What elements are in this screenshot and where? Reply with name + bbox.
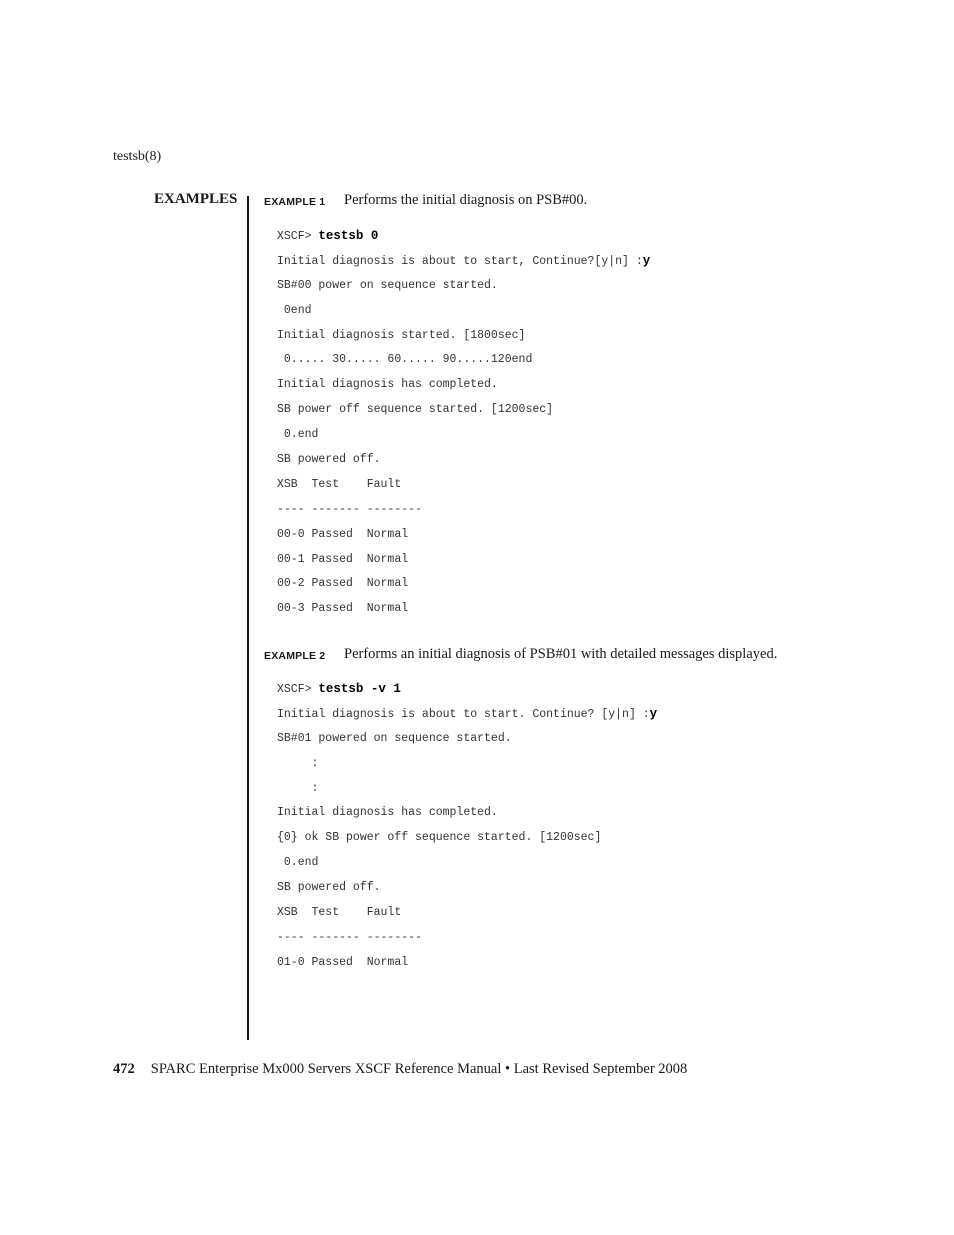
code-line xyxy=(277,951,657,976)
code-line xyxy=(277,777,657,802)
code-line xyxy=(277,249,650,274)
code-text: 00-3 Passed Normal xyxy=(277,602,409,616)
code-text: ---- ------- -------- xyxy=(277,930,422,944)
code-text: Initial diagnosis has completed. xyxy=(277,806,498,820)
code-text: 0..... 30..... 60..... 90.....120end xyxy=(277,353,533,367)
code-line xyxy=(277,348,650,373)
code-text: SB powered off. xyxy=(277,881,381,895)
code-line xyxy=(277,597,650,622)
code-text: XSB Test Fault xyxy=(277,477,402,491)
code-line xyxy=(277,926,657,951)
code-line xyxy=(277,752,657,777)
code-text: 0end xyxy=(277,303,312,317)
code-text: Initial diagnosis started. [1800sec] xyxy=(277,328,526,342)
code-line xyxy=(277,851,657,876)
code-line xyxy=(277,702,657,727)
code-line xyxy=(277,324,650,349)
footer-text: SPARC Enterprise Mx000 Servers XSCF Reference Manual • Last Revised September 2008 xyxy=(150,1061,688,1077)
code-line xyxy=(277,448,650,473)
code-line xyxy=(277,677,657,702)
code-line xyxy=(277,523,650,548)
code-text: XSB Test Fault xyxy=(277,906,402,920)
code-line xyxy=(277,826,657,851)
page-number: 472 xyxy=(113,1061,135,1077)
example-2-label: EXAMPLE 2 xyxy=(264,650,326,662)
code-text: {0} ok SB power off sequence started. [1200sec] xyxy=(277,831,602,845)
section-heading: EXAMPLES xyxy=(154,191,238,207)
code-text: XSCF> xyxy=(277,683,319,696)
code-text: SB powered off. xyxy=(277,453,381,467)
code-text: 00-0 Passed Normal xyxy=(277,527,409,541)
code-line xyxy=(277,548,650,573)
page-footer xyxy=(113,1061,687,1078)
code-text: : xyxy=(277,756,319,770)
code-text: : xyxy=(277,781,319,795)
example-1-label: EXAMPLE 1 xyxy=(264,196,326,208)
code-line xyxy=(277,398,650,423)
code-line xyxy=(277,801,657,826)
code-text: XSCF> xyxy=(277,230,319,243)
code-line xyxy=(277,373,650,398)
example-1-code xyxy=(277,224,650,622)
code-line xyxy=(277,727,657,752)
code-user-input: y xyxy=(649,706,658,721)
code-line xyxy=(277,473,650,498)
code-text: 0.end xyxy=(277,856,319,870)
running-header: testsb(8) xyxy=(113,149,162,164)
example-2-description: Performs an initial diagnosis of PSB#01 with detailed messages displayed. xyxy=(344,646,778,662)
code-text: Initial diagnosis is about to start, Continue?[y|n] : xyxy=(277,254,643,268)
code-user-input: testsb -v 1 xyxy=(318,682,401,696)
code-text: Initial diagnosis is about to start. Continue? [y|n] : xyxy=(277,707,650,721)
code-text: Initial diagnosis has completed. xyxy=(277,378,498,392)
code-user-input: y xyxy=(642,253,651,268)
code-line xyxy=(277,572,650,597)
code-line xyxy=(277,876,657,901)
code-line xyxy=(277,224,650,249)
code-line xyxy=(277,274,650,299)
code-line xyxy=(277,299,650,324)
code-text: 01-0 Passed Normal xyxy=(277,955,409,969)
example-2-code xyxy=(277,677,657,976)
code-text: 00-1 Passed Normal xyxy=(277,552,409,566)
code-line xyxy=(277,423,650,448)
code-text: SB power off sequence started. [1200sec] xyxy=(277,403,554,417)
code-user-input: testsb 0 xyxy=(318,229,379,243)
code-text: 0.end xyxy=(277,428,319,442)
code-text: ---- ------- -------- xyxy=(277,502,422,516)
section-rule xyxy=(247,196,249,1040)
code-line xyxy=(277,498,650,523)
code-text: 00-2 Passed Normal xyxy=(277,577,409,591)
code-text: SB#01 powered on sequence started. xyxy=(277,731,512,745)
code-line xyxy=(277,901,657,926)
code-text: SB#00 power on sequence started. xyxy=(277,278,498,292)
example-1-description: Performs the initial diagnosis on PSB#00. xyxy=(344,192,588,208)
